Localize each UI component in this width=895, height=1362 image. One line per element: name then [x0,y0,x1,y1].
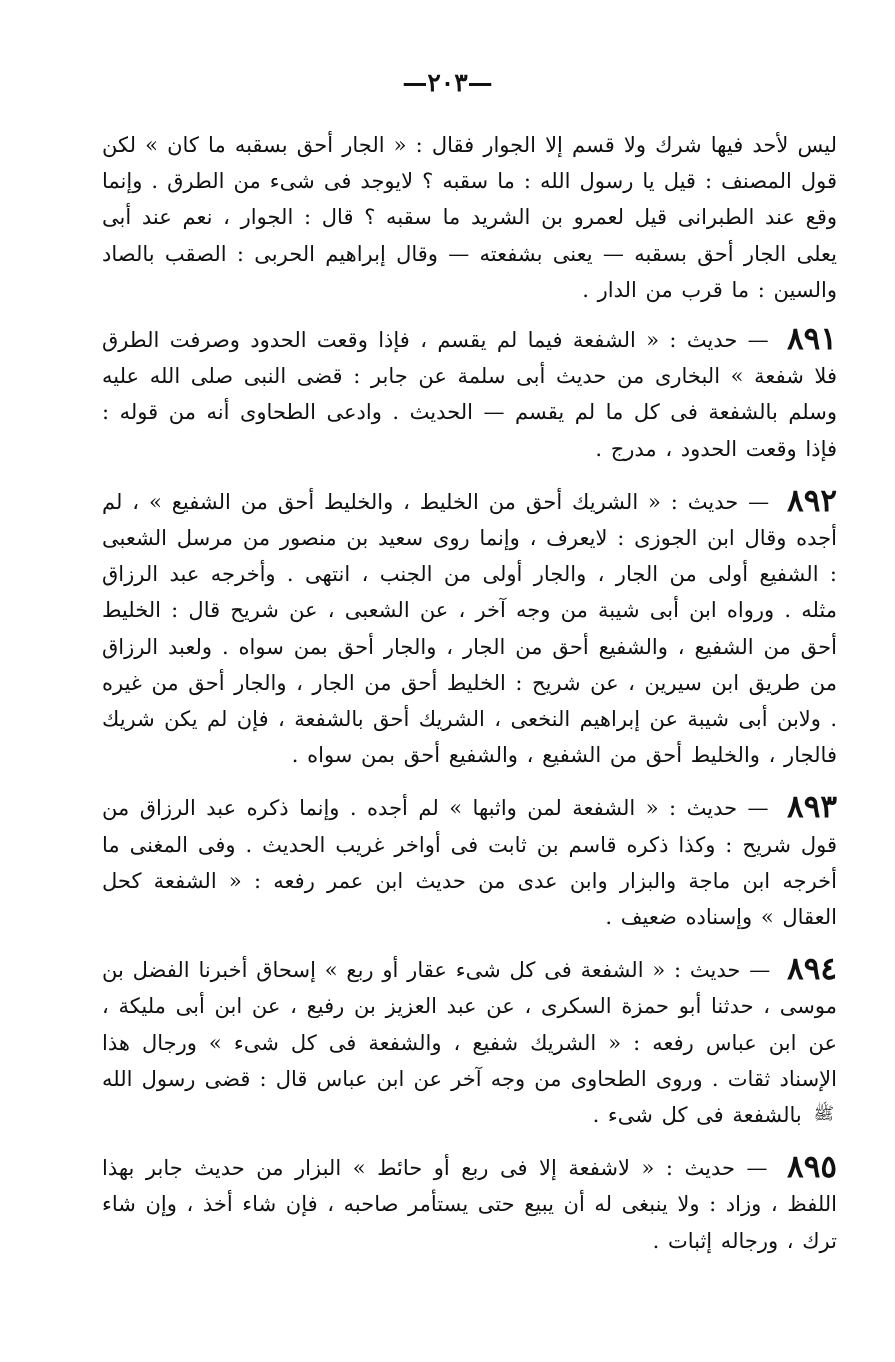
hadith-entry-893 [102,790,837,935]
page-text [102,127,837,1276]
hadith-number: ٨٩٢ [787,482,837,519]
hadith-number: ٨٩٤ [787,951,837,988]
hadith-entry-895 [102,1150,837,1259]
page-number: —٢٠٣— [402,68,493,97]
continuation-paragraph [102,127,837,308]
honorific-ligature: ﷺ [813,1104,834,1125]
entry-text: — حديث : « الشريك أحق من الخليط ، والخليط أحق من الشفيع » ، لم أجده وقال ابن الجوزى : لايعرف ، وإنما روى سعيد بن منصور من مرسل الشعبى : الشفيع أولى من الجار ، والجار أولى من الجنب ، انتهى . وأخرجه عبد الرزاق مثله . ورواه ابن أبى شيبة من وجه آخر ، عن الشعبى ، عن شريح قال : الخليط أحق من الشفيع ، والشفيع أحق من الجار ، والجار أحق بمن سواه . ولعبد الرزاق من طريق ابن سيرين ، عن شريح : الخليط أحق من الجار ، والجار أحق من غيره . ولابن أبى شيبة عن إبراهيم النخعى ، الشريك أحق بالشفعة ، فإن لم يكن شريك فالجار ، والخليط أحق من الشفيع ، والشفيع أحق بمن سواه . [102,489,837,768]
entry-text: — حديث : « الشفعة فيما لم يقسم ، فإذا وقعت الحدود وصرفت الطرق فلا شفعة » البخارى من حديث أبى سلمة عن جابر : قضى النبى صلى الله عليه وسلم بالشفعة فى كل ما لم يقسم — الحديث . وادعى الطحاوى أنه من قوله : فإذا وقعت الحدود ، مدرج . [102,328,838,461]
entry-text: — حديث : « لاشفعة إلا فى ربع أو حائط » البزار من حديث جابر بهذا اللفظ ، وزاد : ولا ينبغى له أن يبيع حتى يستأمر صاحبه ، فإن شاء أخذ ، وإن شاء ترك ، ورجاله إثبات . [102,1156,837,1253]
hadith-entry-892 [102,484,837,774]
paragraph-text: ليس لأحد فيها شرك ولا قسم إلا الجوار فقال : « الجار أحق بسقبه ما كان » لكن قول المصنف : قيل يا رسول الله : ما سقبه ؟ لايوجد فى شىء من الطرق . وإنما وقع عند الطبرانى قيل لعمرو بن الشريد ما سقبه ؟ قال : الجوار ، نعم عند أبى يعلى الجار أحق بسقبه — يعنى بشفعته — وقال إبراهيم الحربى : الصقب بالصاد والسين : ما قرب من الدار . [102,133,837,302]
entry-text: — حديث : « الشفعة لمن واثبها » لم أجده . وإنما ذكره عبد الرزاق من قول شريح : وكذا ذكره قاسم بن ثابت فى أواخر غريب الحديث . وفى المغنى ما أخرجه ابن ماجة والبزار وابن عدى من حديث ابن عمر رفعه : « الشفعة كحل العقال » وإسناده ضعيف . [102,796,837,930]
hadith-entry-891 [102,322,837,467]
hadith-number: ٨٩١ [787,321,837,358]
hadith-number: ٨٩٣ [787,789,837,826]
hadith-entry-894 [102,952,837,1133]
entry-text-continued: بالشفعة فى كل شىء . [592,1103,802,1128]
hadith-number: ٨٩٥ [787,1149,837,1186]
entry-text: — حديث : « الشفعة فى كل شىء عقار أو ربع » إسحاق أخبرنا الفضل بن موسى ، حدثنا أبو حمزة السكرى ، عن عبد العزيز بن رفيع ، عن ابن أبى مليكة ، عن ابن عباس رفعه : « الشريك شفيع ، والشفعة فى كل شىء » ورجال هذا الإسناد ثقات . وروى الطحاوى من وجه آخر عن ابن عباس قال : قضى رسول الله [102,958,837,1091]
